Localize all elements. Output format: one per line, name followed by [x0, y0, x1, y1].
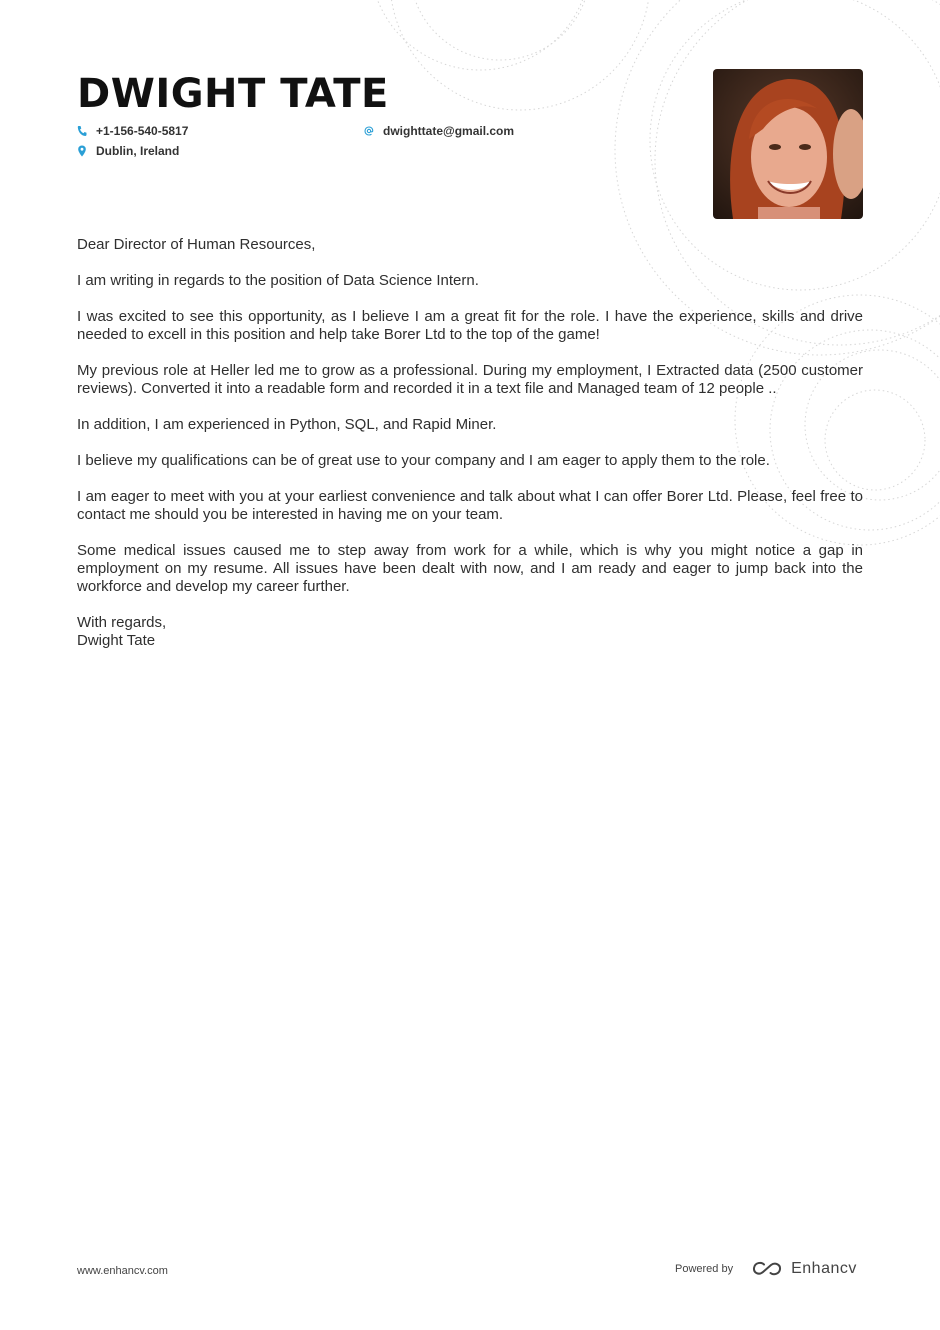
at-sign-icon — [364, 125, 374, 137]
cover-letter-body — [77, 236, 863, 650]
letter-paragraph: In addition, I am experienced in Python, SQL, and Rapid Miner. — [77, 416, 497, 433]
enhancv-logo-icon — [751, 1260, 783, 1278]
location-contact — [77, 144, 179, 158]
letter-paragraph: I am eager to meet with you at your earliest convenience and talk about what I can offer Borer Ltd. Please, feel free to contact me should you be interested in having me on your team. — [77, 488, 863, 523]
signature: Dwight Tate — [77, 632, 156, 649]
email-address: dwighttate@gmail.com — [383, 124, 515, 138]
closing-line: With regards, — [77, 614, 167, 631]
phone-icon — [77, 125, 87, 137]
salutation: Dear Director of Human Resources, — [77, 236, 316, 253]
footer-website[interactable]: www.enhancv.com — [77, 1265, 168, 1277]
letter-paragraph: I was excited to see this opportunity, as I believe I am a great fit for the role. I have the experience, skills and drive needed to excell in this position and help take Borer Ltd to the top of the game! — [77, 308, 863, 343]
email-contact — [364, 124, 514, 138]
powered-by-label: Powered by — [675, 1263, 734, 1275]
map-pin-icon — [77, 145, 87, 157]
letter-paragraph: My previous role at Heller led me to grow as a professional. During my employment, I Extracted data (2500 customer reviews). Converted it into a readable form and recorded it in a text file and Managed team of 12 people .. — [77, 362, 863, 397]
letter-paragraph: I believe my qualifications can be of great use to your company and I am eager to apply them to the role. — [77, 452, 770, 469]
candidate-name: DWIGHT TATE — [77, 71, 389, 117]
phone-contact — [77, 124, 188, 138]
location-text: Dublin, Ireland — [96, 144, 180, 158]
profile-photo — [713, 69, 863, 219]
footer-branding — [675, 1260, 857, 1278]
letter-paragraph: Some medical issues caused me to step away from work for a while, which is why you might notice a gap in employment on my resume. All issues have been dealt with now, and I am ready and eager to jump back into the workforce and develop my career further. — [77, 542, 863, 595]
phone-number: +1-156-540-5817 — [96, 124, 189, 138]
letter-paragraph: I am writing in regards to the position of Data Science Intern. — [77, 272, 479, 289]
enhancv-brand: Enhancv — [791, 1260, 857, 1277]
